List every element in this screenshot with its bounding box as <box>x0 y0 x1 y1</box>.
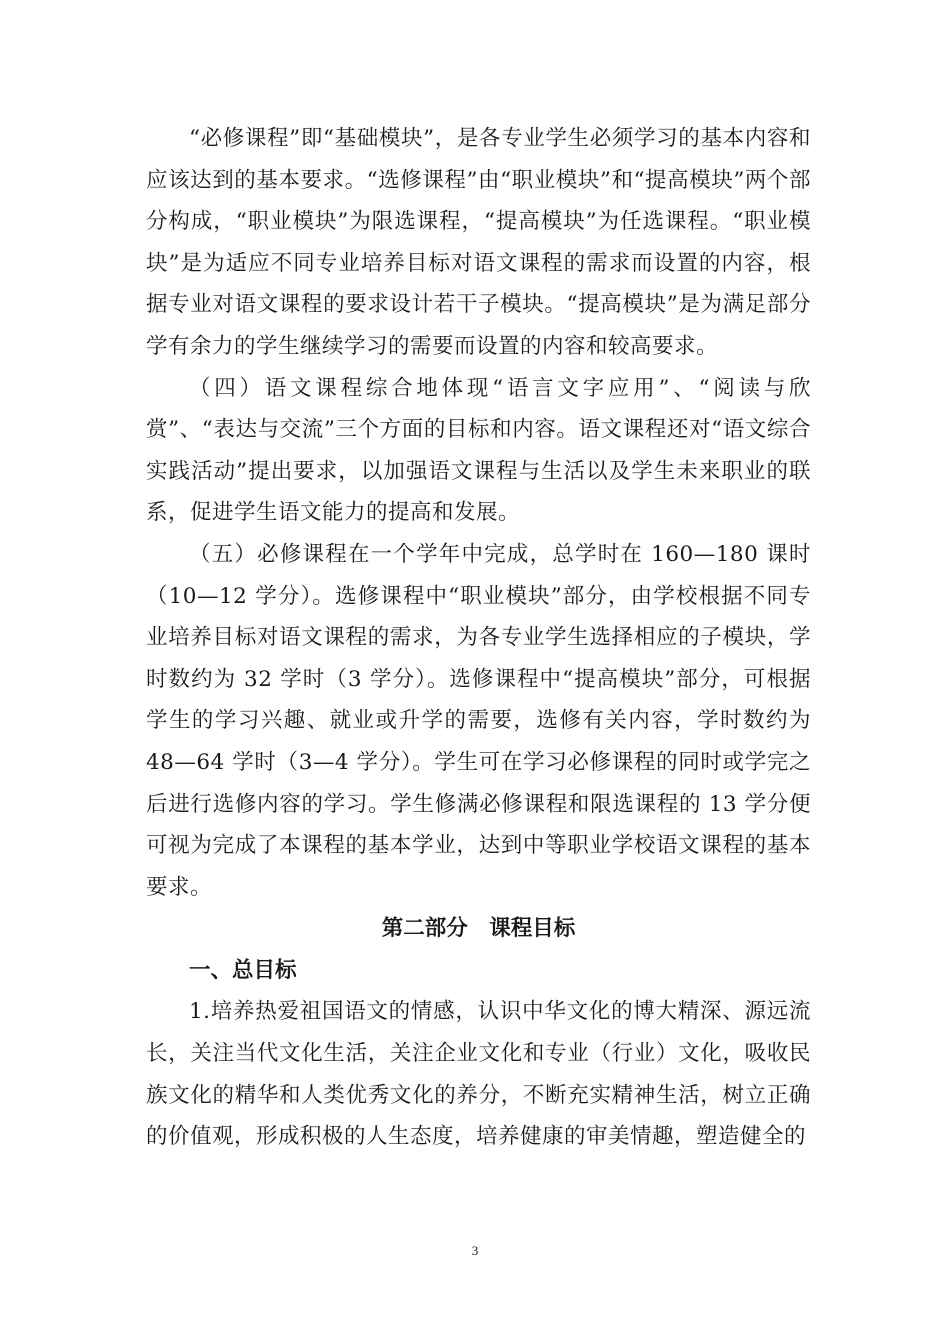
paragraph-five: （五）必修课程在一个学年中完成，总学时在 160—180 课时（10—12 学分）。选修课程中“职业模块”部分，由学校根据不同专业培养目标对语文课程的需求，为各专业学生选择相应的子模块，学时数约为 32 学时（3 学分）。选修课程中“提高模块”部分，可根据学生的学习兴趣、就业或升学的需要，选修有关内容，学时数约为 48—64 学时（3—4 学分）。学生可在学习必修课程的同时或学完之后进行选修内容的学习。学生修满必修课程和限选课程的 13 学分便可视为完成了本课程的基本学业，达到中等职业学校语文课程的基本要求。 <box>146 541 811 900</box>
paragraph-four: （四）语文课程综合地体现“语言文字应用”、“阅读与欣赏”、“表达与交流”三个方面的目标和内容。语文课程还对“语文综合实践活动”提出要求，以加强语文课程与生活以及学生未来职业的联系，促进学生语文能力的提高和发展。 <box>146 375 811 526</box>
paragraph-elective-modules: “必修课程”即“基础模块”，是各专业学生必须学习的基本内容和应该达到的基本要求。“选修课程”由“职业模块”和“提高模块”两个部分构成，“职业模块”为限选课程，“提高模块”为任选课程。“职业模块”是为适应不同专业培养目标对语文课程的需求而设置的内容，根据专业对语文课程的要求设计若干子模块。“提高模块”是为满足部分学有余力的学生继续学习的需要而设置的内容和较高要求。 <box>146 126 811 359</box>
page-number: 3 <box>471 1243 479 1258</box>
paragraph-goal-1: 1.培养热爱祖国语文的情感，认识中华文化的博大精深、源远流长，关注当代文化生活，关注企业文化和专业（行业）文化，吸收民族文化的精华和人类优秀文化的养分，不断充实精神生活，树立正确的价值观，形成积极的人生态度，培养健康的审美情趣，塑造健全的 <box>146 999 811 1150</box>
page-body <box>146 118 811 1158</box>
subsection-heading: 一、总目标 <box>189 957 297 983</box>
section-heading: 第二部分 课程目标 <box>381 916 576 942</box>
